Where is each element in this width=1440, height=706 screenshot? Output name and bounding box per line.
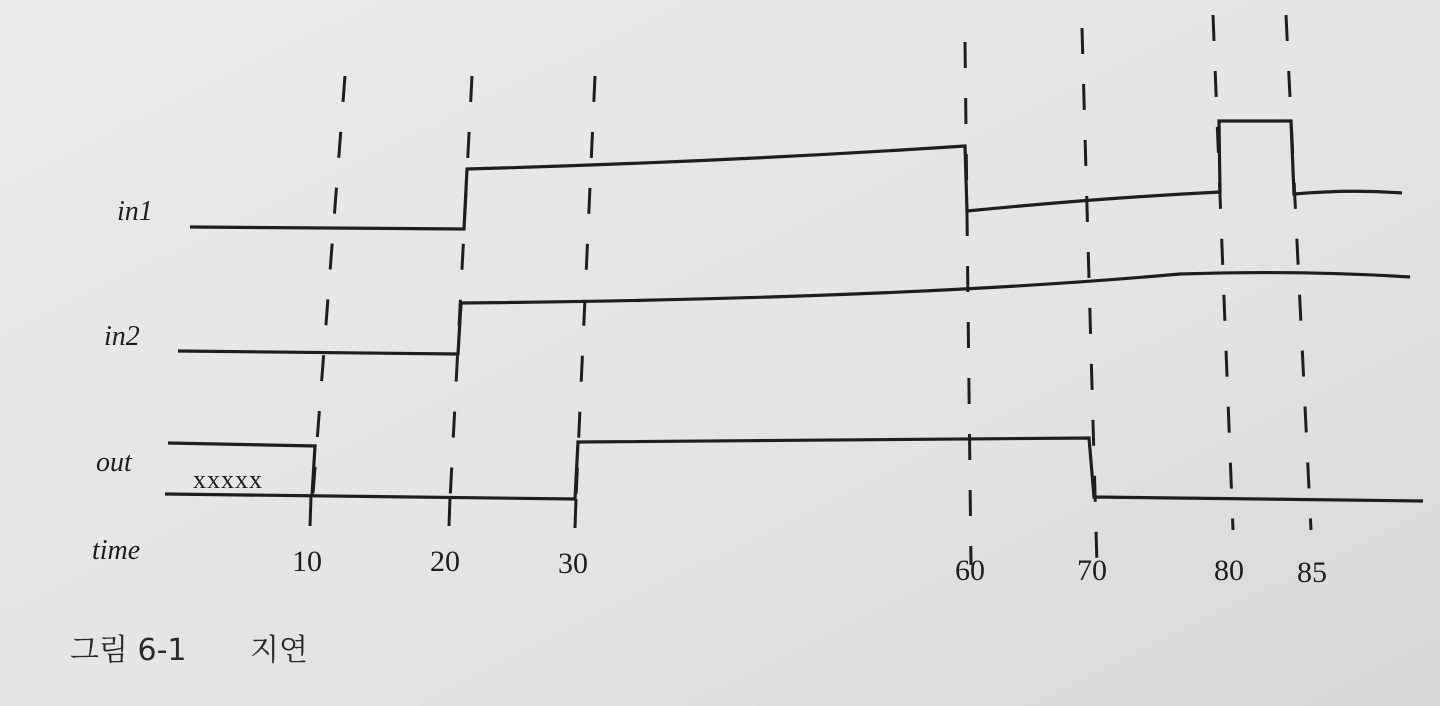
- signal-label-in1: in1: [117, 196, 153, 227]
- time-tick-label: 70: [1077, 554, 1107, 587]
- time-tick-label: 30: [558, 547, 588, 580]
- tick-20: [449, 497, 450, 526]
- time-tick-label: 85: [1297, 556, 1327, 589]
- time-tick-label: 80: [1214, 554, 1244, 587]
- tick-10: [310, 497, 311, 526]
- figure-caption-number: 그림 6-1: [70, 633, 187, 668]
- time-tick-label: 10: [292, 545, 322, 578]
- time-tick-label: 60: [955, 554, 985, 587]
- signal-label-out: out: [96, 447, 132, 478]
- tick-30: [575, 499, 576, 528]
- out-unknown-state-label: xxxxx: [193, 465, 263, 494]
- time-tick-label: 20: [430, 545, 460, 578]
- time-axis-label: time: [92, 535, 141, 566]
- figure-caption-title: 지연: [250, 633, 308, 668]
- signal-label-in2: in2: [104, 321, 140, 352]
